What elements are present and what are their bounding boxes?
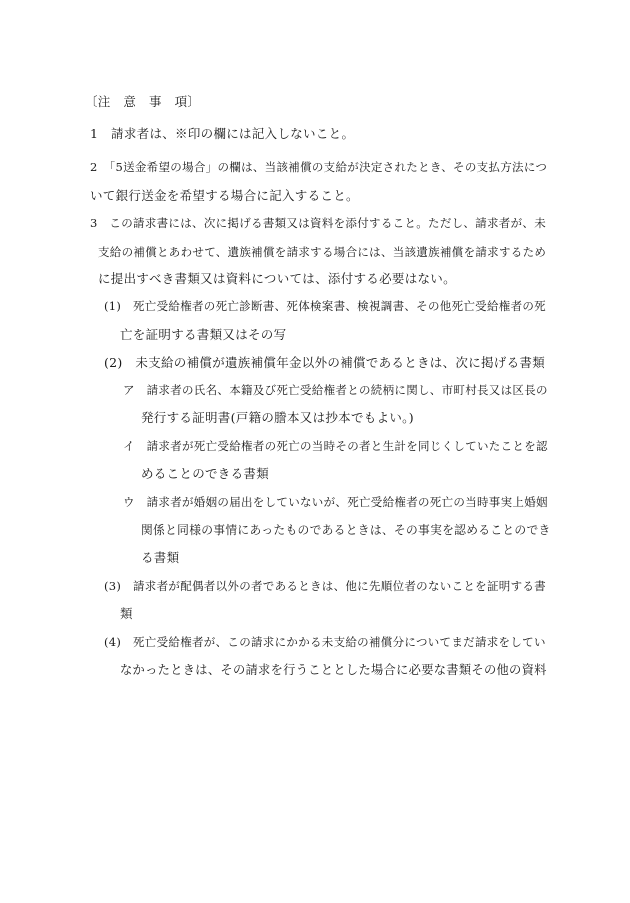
note-item-2-line-2: いて銀行送金を希望する場合に記入すること。: [90, 188, 359, 203]
notes-heading: 〔注 意 事 項〕: [85, 94, 201, 109]
note-sub-1-line-2: 亡を証明する書類又はその写: [120, 327, 287, 342]
note-sub-2i-line-1: イ 請求者が死亡受給権者の死亡の当時その者と生計を同じくしていたことを認: [123, 439, 548, 453]
note-item-3-line-2: 支給の補償とあわせて、遺族補償を請求する場合には、当該遺族補償を請求するため: [98, 245, 547, 259]
note-sub-4-line-2: なかったときは、その請求を行うこととした場合に必要な書類その他の資料: [120, 663, 547, 677]
note-item-2-line-1: 2 「5送金希望の場合」の欄は、当該補償の支給が決定されたとき、その支払方法につ: [90, 160, 548, 174]
note-sub-3-line-2: 類: [120, 606, 133, 621]
note-item-3-line-3: に提出すべき書類又は資料については、添付する必要はない。: [98, 271, 456, 286]
note-item-3-line-1: 3 この請求書には、次に掲げる書類又は資料を添付すること。ただし、請求者が、未: [90, 216, 547, 230]
note-sub-2-line-1: (2) 未支給の補償が遺族補償年金以外の補償であるときは、次に掲げる書類: [104, 355, 546, 370]
note-sub-3-line-1: (3) 請求者が配偶者以外の者であるときは、他に先順位者のないことを証明する書: [104, 579, 546, 593]
note-sub-2u-line-2: 関係と同様の事情にあったものであるときは、その事実を認めることのでき: [141, 523, 551, 537]
note-sub-1-line-1: (1) 死亡受給権者の死亡診断書、死体検案書、検視調書、その他死亡受給権者の死: [104, 299, 546, 313]
note-sub-2a-line-1: ア 請求者の氏名、本籍及び死亡受給権者との続柄に関し、市町村長又は区長の: [123, 383, 548, 397]
note-sub-2a-line-2: 発行する証明書(戸籍の謄本又は抄本でもよい。): [141, 410, 414, 425]
note-sub-2i-line-2: めることのできる書類: [141, 466, 270, 481]
note-item-1: 1 請求者は、※印の欄には記入しないこと。: [90, 126, 355, 141]
note-sub-2u-line-3: る書類: [141, 550, 180, 565]
note-sub-2u-line-1: ウ 請求者が婚姻の届出をしていないが、死亡受給権者の死亡の当時事実上婚姻: [123, 495, 548, 509]
note-sub-4-line-1: (4) 死亡受給権者が、この請求にかかる未支給の補償分についてまだ請求をしてい: [104, 635, 546, 649]
